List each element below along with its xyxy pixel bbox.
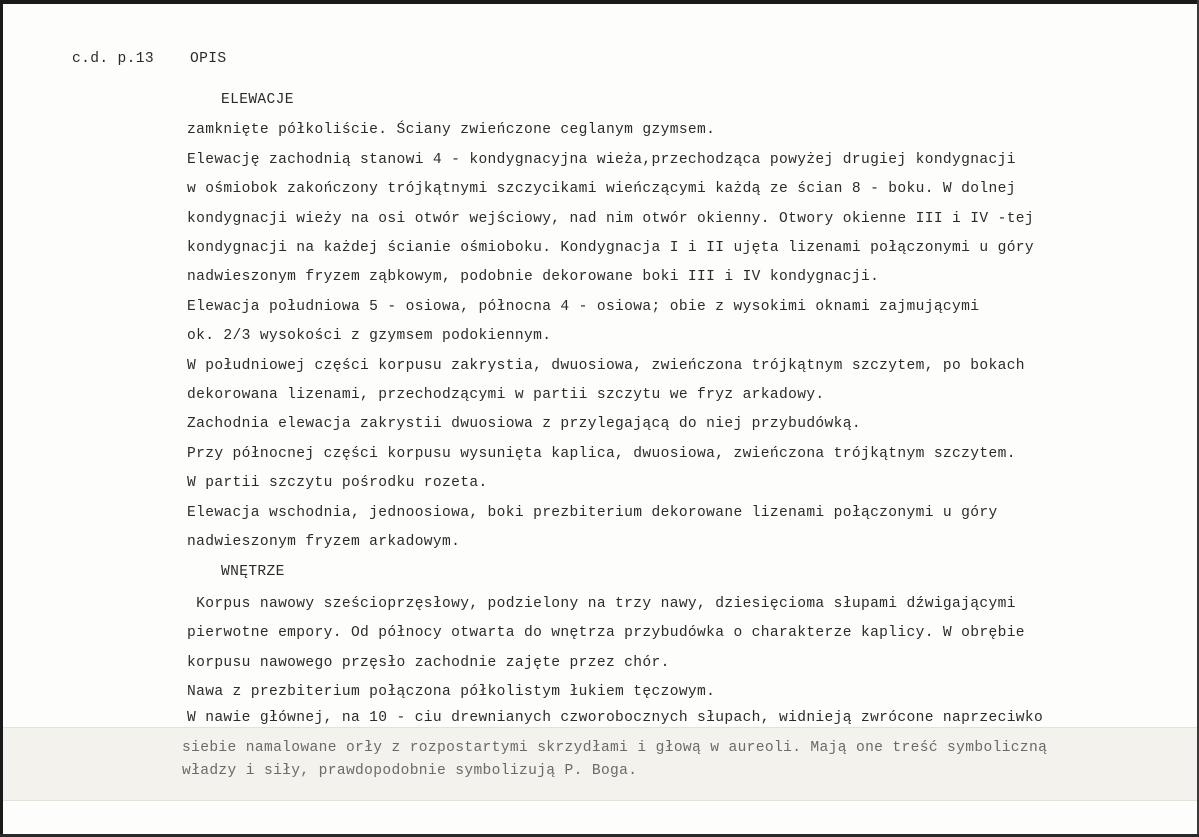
page-reference: c.d. p.13 (72, 51, 154, 67)
scan-edge-left (0, 0, 3, 837)
text-line: ok. 2/3 wysokości z gzymsem podokiennym. (187, 328, 552, 344)
text-line: kondygnacji na każdej ścianie ośmioboku. Kondygnacja I i II ujęta lizenami połączonymi u góry (187, 240, 1035, 256)
section-heading-elewacje: ELEWACJE (221, 92, 294, 108)
text-line: Elewacja południowa 5 - osiowa, północna 4 - osiowa; obie z wysokimi oknami zajmującymi (187, 299, 980, 315)
text-line-under-tape: władzy i siły, prawdopodobnie symbolizują P. Boga. (182, 763, 638, 779)
scan-edge-top (0, 0, 1199, 4)
text-line: W partii szczytu pośrodku rozeta. (187, 475, 488, 491)
text-line: korpusu nawowego przęsło zachodnie zajęte przez chór. (187, 655, 670, 671)
text-line: W nawie głównej, na 10 - ciu drewnianych czworobocznych słupach, widnieją zwrócone naprzeciwko (187, 710, 1044, 726)
text-line: W południowej części korpusu zakrystia, dwuosiowa, zwieńczona trójkątnym szczytem, po bokach (187, 358, 1025, 374)
text-line: pierwotne empory. Od północy otwarta do wnętrza przybudówka o charakterze kaplicy. W obrębie (187, 625, 1025, 641)
section-heading-wnetrze: WNĘTRZE (221, 564, 285, 580)
document-title: OPIS (190, 51, 227, 67)
text-line: nadwieszonym fryzem ząbkowym, podobnie dekorowane boki III i IV kondygnacji. (187, 269, 880, 285)
text-line: Korpus nawowy sześcioprzęsłowy, podzielony na trzy nawy, dziesięcioma słupami dźwigającymi (187, 596, 1016, 612)
text-line-under-tape: siebie namalowane orły z rozpostartymi skrzydłami i głową w aureoli. Mają one treść symboliczną (182, 740, 1048, 756)
text-line: Elewację zachodnią stanowi 4 - kondygnacyjna wieża,przechodząca powyżej drugiej kondygnacji (187, 152, 1016, 168)
text-line: nadwieszonym fryzem arkadowym. (187, 534, 461, 550)
text-line: kondygnacji wieży na osi otwór wejściowy, nad nim otwór okienny. Otwory okienne III i IV -tej (187, 211, 1035, 227)
text-line: dekorowana lizenami, przechodzącymi w partii szczytu we fryz arkadowy. (187, 387, 825, 403)
text-line: zamknięte półkoliście. Ściany zwieńczone ceglanym gzymsem. (187, 122, 716, 138)
text-line: Nawa z prezbiterium połączona półkolistym łukiem tęczowym. (187, 684, 716, 700)
text-line: Zachodnia elewacja zakrystii dwuosiowa z przylegającą do niej przybudówką. (187, 416, 861, 432)
text-line: Przy północnej części korpusu wysunięta kaplica, dwuosiowa, zwieńczona trójkątnym szczytem. (187, 446, 1016, 462)
text-line: Elewacja wschodnia, jednoosiowa, boki prezbiterium dekorowane lizenami połączonymi u góry (187, 505, 998, 521)
text-line: w ośmiobok zakończony trójkątnymi szczycikami wieńczącymi każdą ze ścian 8 - boku. W dolnej (187, 181, 1016, 197)
